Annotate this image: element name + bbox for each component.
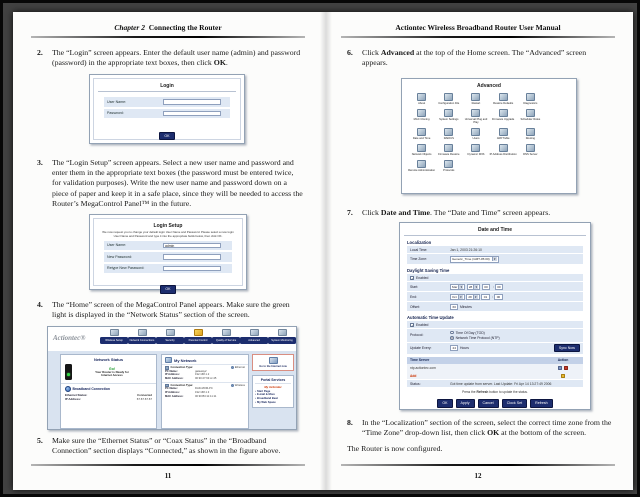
- start-day-select[interactable]: 28 ▾: [467, 284, 480, 290]
- connection-ethernet: Connection Type: Ethernet PC Name: gateway2 IP Address: 192.168.1.2 MAC Address: 00:90:27:63:cc:45: [162, 364, 248, 382]
- dst-enabled-checkbox[interactable]: [410, 276, 414, 280]
- users-icon: [471, 128, 480, 136]
- wireless-setup-icon: [110, 329, 119, 336]
- new-password-row: [104, 252, 232, 262]
- actiontec-logo: Actiontec®: [53, 334, 86, 342]
- username-label: User Name:: [107, 243, 127, 248]
- portal-link-my-web-space[interactable]: ▪ My Web Space: [255, 401, 291, 405]
- chevron-down-icon: ▾: [473, 285, 478, 289]
- step-6: [347, 48, 613, 68]
- step-text: The “Home” screen of the MegaControl Panel appears. Make sure the green light is displayed in the “Network Status” section of the screen.: [52, 300, 290, 320]
- new-password-label: New Password:: [107, 254, 132, 259]
- internet-computer-icon: [269, 357, 278, 364]
- nav-quality-of-service[interactable]: Quality of Service: [212, 329, 240, 344]
- system-settings-icon: [444, 109, 453, 117]
- parental-control-icon: [194, 329, 203, 336]
- nav-parental-control[interactable]: Parental Control: [184, 329, 212, 344]
- home-nav: [100, 329, 296, 344]
- dst-start-row: Start: Mar ▾ 28 ▾ 00 : 00: [407, 282, 583, 291]
- add-icon[interactable]: [561, 374, 565, 378]
- step-text: The “Login” screen appears. Enter the default user name (admin) and password (password) in the appropriate text boxes, then click OK.: [52, 48, 301, 68]
- ethernet-status-row: Ethernet Status: Connected: [65, 393, 152, 397]
- advanced-item-routing[interactable]: Routing: [517, 128, 544, 140]
- ethernet-icon: [231, 366, 234, 369]
- offset-input[interactable]: 60: [450, 304, 458, 310]
- start-month-select[interactable]: Mar ▾: [450, 284, 465, 290]
- network-status-title: Network Status: [93, 357, 124, 362]
- home-body: [48, 351, 296, 429]
- security-icon: [166, 329, 175, 336]
- local-time-value: Jan 1, 2003 21:26:10: [450, 247, 482, 252]
- username-input[interactable]: [163, 99, 221, 105]
- delete-icon[interactable]: [564, 366, 568, 370]
- upnp-icon: [471, 109, 480, 117]
- page-number: 12: [474, 472, 482, 480]
- update-every-row: Update Every: 24 Hours Sync Now: [407, 343, 583, 354]
- password-label: Password:: [107, 111, 124, 116]
- portal-services-title: Portal Services: [255, 378, 291, 384]
- status-text: Got time update from server. Last Update: Fri Apr 14 13:27:49 2006: [450, 381, 552, 386]
- login-screen-panel: [93, 78, 241, 140]
- ok-button[interactable]: OK: [159, 132, 174, 140]
- local-time-row: Local Time: Jan 1, 2003 21:26:10: [407, 246, 583, 253]
- go-status: Go!: [108, 366, 116, 371]
- advanced-item-protocols[interactable]: Protocols: [435, 160, 462, 172]
- portal-link-start-page[interactable]: ▪ Start Page: [255, 390, 291, 394]
- protocols-icon: [444, 160, 453, 168]
- login-setup-title: Login Setup: [153, 223, 183, 229]
- step-number: 3.: [37, 158, 43, 167]
- my-network-title: My Network: [174, 357, 197, 363]
- portal-services-panel: [252, 375, 294, 408]
- my-network-icon: [165, 357, 172, 363]
- chapter-label: Chapter 2: [114, 23, 145, 32]
- ip-address-distribution-icon: [499, 144, 508, 152]
- edit-icon[interactable]: [558, 366, 562, 370]
- start-minute-input[interactable]: 00: [495, 284, 503, 290]
- add-server-row: [407, 372, 583, 379]
- right-page-header: Actiontec Wireless Broadband Router User Manual: [395, 23, 561, 32]
- ok-button[interactable]: OK: [437, 399, 452, 407]
- end-minute-input[interactable]: 00: [494, 294, 502, 300]
- page-number: 11: [164, 472, 172, 480]
- advanced-item-dns-server[interactable]: DNS Server: [517, 144, 544, 156]
- advanced-item-about[interactable]: About: [408, 93, 435, 105]
- connection-wireless: Connection Type: Wireless PC Name: DAD-MOM-PC IP Address: 192.168.1.3 MAC Address: 00:90:B3:11:11:11: [162, 382, 248, 400]
- username-row: [104, 241, 232, 251]
- date-time-buttons: [400, 399, 590, 407]
- login-setup-panel: [93, 218, 243, 292]
- nav-system-monitoring[interactable]: System Monitoring: [268, 329, 296, 344]
- end-hour-input[interactable]: 01: [481, 294, 489, 300]
- router-graphic: [65, 364, 72, 380]
- firmware-upgrade-icon: [499, 109, 508, 117]
- advanced-item-restart[interactable]: Restart: [462, 93, 489, 105]
- refresh-button[interactable]: Refresh: [530, 399, 553, 407]
- username-row: [104, 97, 230, 107]
- step-number: 6.: [347, 48, 353, 57]
- password-row: [104, 109, 230, 119]
- advanced-item-date-and-time[interactable]: Date and Time: [408, 128, 435, 140]
- end-month-select[interactable]: Oct ▾: [450, 294, 465, 300]
- auto-update-heading: Automatic Time Update: [407, 315, 454, 320]
- chevron-down-icon: ▾: [458, 285, 463, 289]
- routing-icon: [526, 128, 535, 136]
- portal-link-email[interactable]: ▪ E-mail & More: [255, 393, 291, 397]
- advanced-item-radius[interactable]: RADIUS: [435, 128, 462, 140]
- dst-end-row: End: Oct ▾ 28 ▾ 01 : 00: [407, 292, 583, 301]
- dst-offset-row: Offset: 60 Minutes: [407, 302, 583, 311]
- localization-heading: Localization: [407, 240, 432, 245]
- my-network-panel: [161, 354, 249, 429]
- username-label: User Name:: [107, 99, 127, 104]
- password-input[interactable]: [163, 111, 221, 117]
- chapter-title: Connecting the Router: [148, 23, 222, 32]
- mac-cloning-icon: [417, 109, 426, 117]
- step-text: Click Date and Time. The “Date and Time” screen appears.: [362, 208, 551, 217]
- clock-set-button[interactable]: Clock Set: [502, 399, 527, 407]
- left-page-header: [13, 23, 323, 32]
- advanced-icon-grid: [402, 89, 576, 173]
- figure-advanced-screen: [401, 78, 577, 194]
- manual-spread: [13, 12, 633, 490]
- dns-server-icon: [526, 144, 535, 152]
- retype-password-label: Retype New Password:: [107, 266, 145, 271]
- advanced-title: Advanced: [477, 83, 501, 89]
- closing-text: The Router is now configured.: [347, 444, 443, 453]
- retype-password-input[interactable]: [163, 266, 221, 272]
- step-number: 5.: [37, 436, 43, 445]
- advanced-item-scheduler-rules[interactable]: Scheduler Rules: [517, 109, 544, 124]
- chevron-down-icon: ▾: [458, 295, 463, 299]
- advanced-item-users[interactable]: Users: [462, 128, 489, 140]
- home-toolbar: [48, 327, 296, 351]
- advanced-item-remote-administration[interactable]: Remote Administration: [408, 160, 435, 172]
- end-day-select[interactable]: 28 ▾: [466, 294, 479, 300]
- firmware-restore-icon: [444, 144, 453, 152]
- figure-date-time-screen: [399, 222, 591, 410]
- dst-enabled-row: ✓ Enabled: [407, 274, 583, 281]
- refresh-note: Press the Refresh button to update the status.: [462, 390, 528, 395]
- start-hour-input[interactable]: 00: [482, 284, 490, 290]
- chevron-down-icon: ▾: [492, 257, 497, 261]
- go-to-internet-button[interactable]: Go to the Internet now: [252, 354, 294, 371]
- nav-network-connections[interactable]: Network Connections: [128, 329, 156, 344]
- login-setup-intro: We now request you to change your default login User Name and Password. Please select a new login User Name and Password and type it into the appropriate fields below, then click OK.: [102, 230, 234, 238]
- advanced-item-network-objects[interactable]: Network Objects: [408, 144, 435, 156]
- green-led-icon: [67, 373, 70, 376]
- router-ready-text: Your Router is Ready for Internet Access: [95, 369, 129, 377]
- dst-heading: Daylight Saving Time: [407, 268, 450, 273]
- scheduler-rules-icon: [526, 109, 535, 117]
- advanced-icon: [250, 329, 259, 336]
- figure-login-screen: [89, 74, 245, 144]
- network-connections-icon: [138, 329, 147, 336]
- broadband-connection-title: Broadband Connection: [72, 387, 110, 391]
- advanced-item-firmware-upgrade[interactable]: Firmware Upgrade: [490, 109, 517, 124]
- auto-enabled-checkbox[interactable]: [410, 323, 414, 327]
- ntp-radio[interactable]: [450, 336, 454, 340]
- time-server-table-header: Time Server Action: [407, 357, 583, 364]
- step-text: Click Advanced at the top of the Home screen. The “Advanced” screen appears.: [362, 48, 587, 68]
- advanced-item-dynamic-dns[interactable]: Dynamic DNS: [462, 144, 489, 156]
- system-monitoring-icon: [278, 329, 287, 336]
- advanced-item-ip-address-distribution[interactable]: IP Address Distribution: [490, 144, 517, 156]
- globe-icon: [65, 386, 71, 392]
- cancel-button[interactable]: Cancel: [478, 399, 499, 407]
- advanced-item-diagnostics[interactable]: Diagnostics: [517, 93, 544, 105]
- configuration-file-icon: [444, 93, 453, 101]
- sync-now-button[interactable]: Sync Now: [554, 344, 580, 352]
- time-server-row: [407, 364, 583, 371]
- date-and-time-icon: [417, 128, 426, 136]
- auto-enabled-row: ✓ Enabled: [407, 321, 583, 328]
- wireless-icon: [231, 384, 234, 387]
- radius-icon: [444, 128, 453, 136]
- time-server-value: ntp.actiontec.com: [410, 365, 436, 370]
- restore-defaults-icon: [499, 93, 508, 101]
- header-rule: [31, 36, 305, 38]
- advanced-item-restore-defaults[interactable]: Restore Defaults: [490, 93, 517, 105]
- time-zone-row: Time Zone: Generic_Time (GMT-05:00) ▾: [407, 254, 583, 264]
- ip-address-row: IP Address: 67.67.67.67: [65, 397, 152, 402]
- time-zone-dropdown[interactable]: Generic_Time (GMT-05:00) ▾: [450, 256, 499, 263]
- login-title: Login: [98, 79, 236, 92]
- step-8: [347, 418, 613, 438]
- footer-rule: [341, 464, 615, 466]
- apply-button[interactable]: Apply: [456, 399, 475, 407]
- ok-button[interactable]: OK: [160, 285, 175, 293]
- network-status-panel: [60, 354, 157, 429]
- tod-radio[interactable]: [450, 331, 454, 335]
- username-input[interactable]: admin: [163, 243, 221, 249]
- footer-rule: [31, 464, 305, 466]
- step-number: 4.: [37, 300, 43, 309]
- nav-wireless-setup[interactable]: Wireless Setup: [100, 329, 128, 344]
- advanced-item-arp-table[interactable]: ARP Table: [490, 128, 517, 140]
- diagnostics-icon: [526, 93, 535, 101]
- home-right-rail: [252, 354, 294, 408]
- nav-advanced[interactable]: Advanced: [240, 329, 268, 344]
- step-number: 7.: [347, 208, 353, 217]
- advanced-item-system-settings[interactable]: System Settings: [435, 109, 462, 124]
- advanced-item-mac-cloning[interactable]: MAC Cloning: [408, 109, 435, 124]
- advanced-item-firmware-restore[interactable]: Firmware Restore: [435, 144, 462, 156]
- page-11: [13, 12, 323, 490]
- step-text: In the “Localization” section of the screen, select the correct time zone from the “Time Zone” drop-down list, then click OK at the bottom of the screen.: [362, 418, 612, 438]
- step-number: 8.: [347, 418, 353, 427]
- connected-status: Connected: [137, 393, 152, 397]
- date-time-title: Date and Time: [404, 223, 586, 236]
- step-text: Make sure the “Ethernet Status” or “Coax Status” in the “Broadband Connection” section displays “Connected,” as shown in the figure above.: [52, 436, 281, 456]
- nav-security[interactable]: Security: [156, 329, 184, 344]
- chevron-down-icon: ▾: [473, 295, 478, 299]
- step-3: [37, 158, 303, 209]
- step-number: 2.: [37, 48, 43, 57]
- status-row: Status: Got time update from server. Last Update: Fri Apr 14 13:27:49 2006: [407, 380, 583, 387]
- figure-login-setup-screen: [89, 214, 247, 290]
- page-gutter: [320, 12, 332, 490]
- advanced-item-universal-plug-and-play[interactable]: Universal Plug and Play: [462, 109, 489, 124]
- figure-home-screen: [47, 326, 297, 430]
- step-5: [37, 436, 303, 456]
- quality-of-service-icon: [222, 329, 231, 336]
- restart-icon: [471, 93, 480, 101]
- protocol-row: Protocol: Time Of Day (TOD) Network Time Protocol (NTP): [407, 329, 583, 342]
- step-text: The “Login Setup” screen appears. Select a new user name and password and enter them in the appropriate text boxes (the password must be entered twice, for validation purposes). Write the new user name and password down on a piece of paper and keep it in a safe place, since they will be needed to access the Router’s MegaControl Panel™ in the future.: [52, 158, 303, 208]
- step-2: [37, 48, 303, 68]
- dynamic-dns-icon: [471, 144, 480, 152]
- about-icon: [417, 93, 426, 101]
- portal-link-broadband-beat[interactable]: ▪ Broadband Beat: [255, 397, 291, 401]
- portal-links: [255, 390, 291, 405]
- retype-password-row: [104, 264, 232, 274]
- new-password-input[interactable]: [163, 254, 221, 260]
- add-link[interactable]: Add: [410, 373, 417, 378]
- network-objects-icon: [417, 144, 426, 152]
- my-actiontec-logo: My Actiontec: [264, 384, 282, 389]
- remote-administration-icon: [417, 160, 426, 168]
- page-12: [323, 12, 633, 490]
- step-4: [37, 300, 303, 320]
- arp-table-icon: [499, 128, 508, 136]
- update-every-input[interactable]: 24: [450, 345, 458, 351]
- header-rule: [341, 36, 615, 38]
- advanced-item-configuration-file[interactable]: Configuration File: [435, 93, 462, 105]
- step-7: [347, 208, 613, 218]
